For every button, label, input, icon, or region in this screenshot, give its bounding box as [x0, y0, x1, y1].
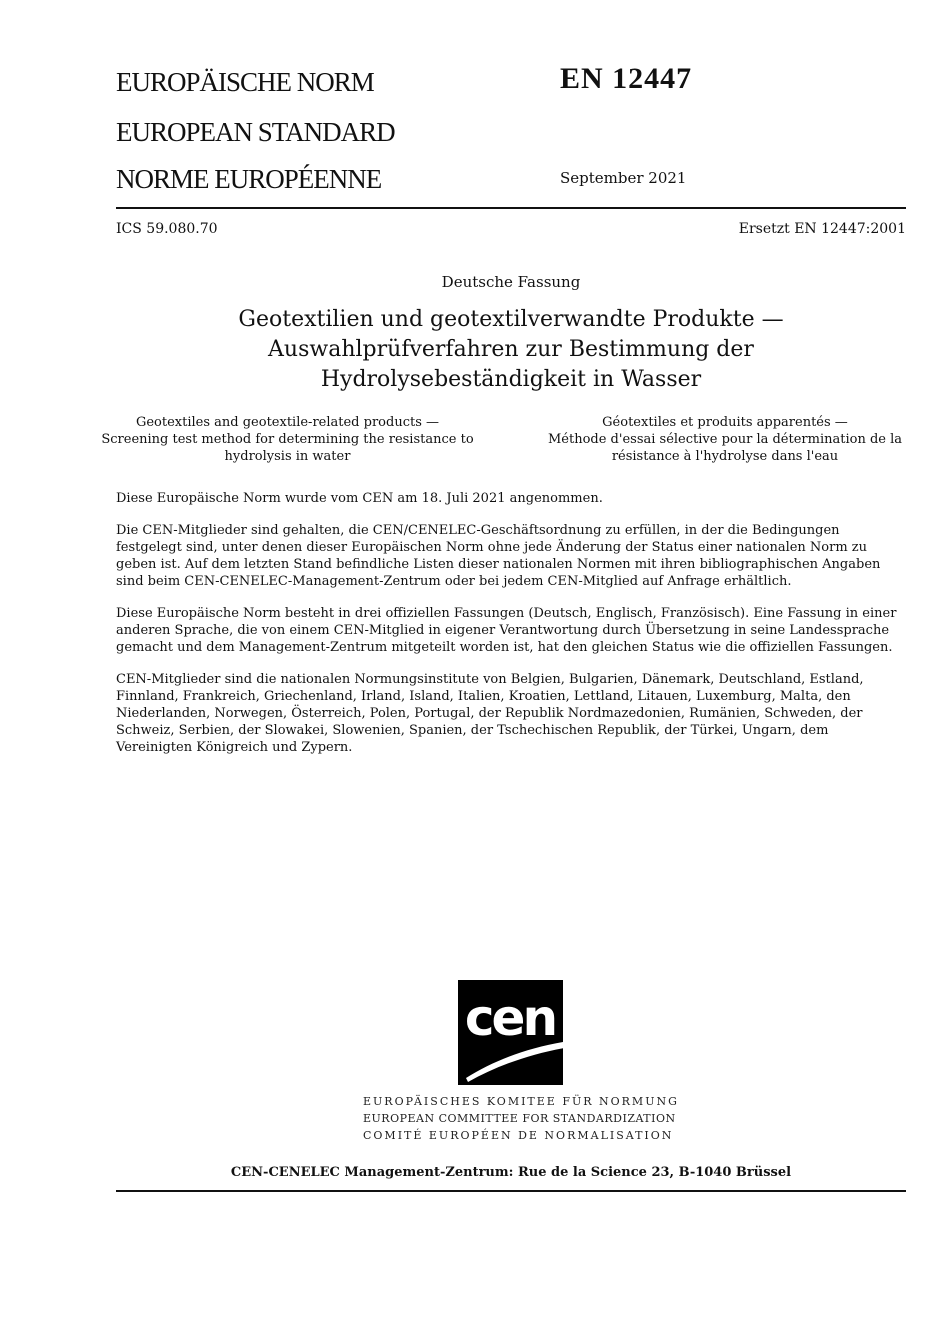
footer-rule [116, 1190, 906, 1192]
title-en-line: Screening test method for determining the resistance to [101, 432, 474, 447]
committee-fr: COMITÉ EUROPÉEN DE NORMALISATION [363, 1129, 674, 1142]
body-text [116, 490, 906, 771]
paragraph-official-versions: Diese Europäische Norm besteht in drei offiziellen Fassungen (Deutsch, Englisch, Französisch). Eine Fassung in einer anderen Sprache, die von einem CEN-Mitglied in eigener Verantwortung durch Übersetzung in seine Landessprache gemacht und dem Management-Zentrum mitgeteilt worden ist, hat den gleichen Status wie die offiziellen Fassungen. [116, 606, 897, 655]
cen-logo [458, 980, 563, 1085]
title-fr-line: Géotextiles et produits apparentés — [602, 415, 848, 430]
title-en-line: hydrolysis in water [224, 449, 351, 464]
committee-de: EUROPÄISCHES KOMITEE FÜR NORMUNG [363, 1095, 679, 1108]
replaces-note: Ersetzt EN 12447:2001 [738, 221, 906, 237]
committee-names [363, 1093, 679, 1144]
ics-code: ICS 59.080.70 [116, 221, 218, 237]
norm-title-en: EUROPEAN STANDARD [116, 117, 395, 147]
publication-date: September 2021 [560, 169, 687, 187]
title-en [100, 414, 475, 465]
title-en-line: Geotextiles and geotextile-related products — [135, 415, 440, 430]
title-line: Geotextilien und geotextilverwandte Produkte — [238, 307, 784, 332]
title-line: Hydrolysebeständigkeit in Wasser [320, 367, 702, 392]
title-line: Auswahlprüfverfahren zur Bestimmung der [268, 337, 754, 362]
paragraph-adoption: Diese Europäische Norm wurde vom CEN am 18. Juli 2021 angenommen. [116, 491, 603, 506]
title-fr-line: résistance à l'hydrolyse dans l'eau [611, 449, 839, 464]
title-fr-line: Méthode d'essai sélective pour la détermination de la [547, 432, 903, 447]
norm-title-de: EUROPÄISCHE NORM [116, 67, 374, 97]
header-rule [116, 207, 906, 209]
paragraph-members-obligation: Die CEN-Mitglieder sind gehalten, die CEN/CENELEC-Geschäftsordnung zu erfüllen, in der die Bedingungen festgelegt sind, unter denen dieser Europäischen Norm ohne jede Änderung der Status einer nationalen Norm zu geben ist. Auf dem letzten Stand befindliche Listen dieser nationalen Normen mit ihren bibliographischen Angaben sind beim CEN-CENELEC-Management-Zentrum oder bei jedem CEN-Mitglied auf Anfrage erhältlich. [116, 523, 881, 589]
title-fr [545, 414, 905, 465]
standard-number: EN 12447 [560, 62, 693, 95]
cen-logo-mark [458, 980, 563, 1085]
norm-title-fr: NORME EUROPÉENNE [116, 164, 382, 194]
paragraph-member-list: CEN-Mitglieder sind die nationalen Normungsinstitute von Belgien, Bulgarien, Dänemark, Deutschland, Estland, Finnland, Frankreich, Griechenland, Irland, Island, Italien, Kroatien, Lettland, Litauen, Luxemburg, Malta, den Niederlanden, Norwegen, Österreich, Polen, Portugal, der Republik Nordmazedonien, Rumänien, Schweden, der Schweiz, Serbien, der Slowakei, Slowenien, Spanien, der Tschechischen Republik, der Türkei, Ungarn, dem Vereinigten Königreich und Zypern. [116, 672, 864, 755]
committee-en: EUROPEAN COMMITTEE FOR STANDARDIZATION [363, 1112, 676, 1125]
version-label: Deutsche Fassung [441, 273, 581, 291]
cen-logo-text: cen [464, 989, 556, 1047]
main-title-de [116, 305, 906, 395]
management-centre-address: CEN-CENELEC Management-Zentrum: Rue de la Science 23, B-1040 Brüssel [230, 1165, 792, 1180]
